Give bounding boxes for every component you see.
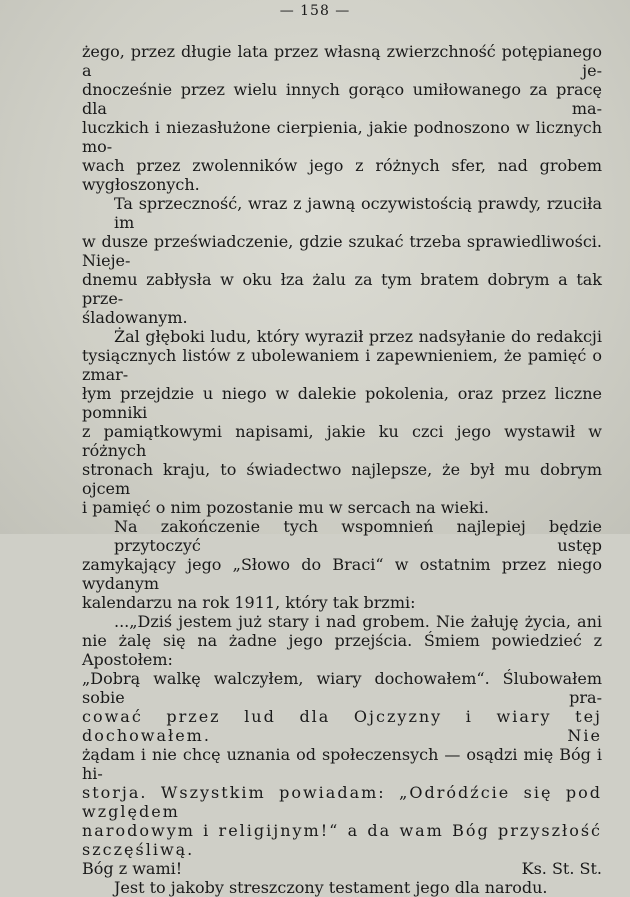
signature: Ks. St. St. <box>521 859 602 878</box>
text-line: żego, przez długie lata przez własną zwierzchność potępianego a je- <box>82 42 602 80</box>
text-line: z pamiątkowymi napisami, jakie ku czci jego wystawił w różnych <box>82 422 602 460</box>
text-line: Ta sprzeczność, wraz z jawną oczywistością prawdy, rzuciła im <box>114 194 602 232</box>
text-line: tysiącznych listów z ubolewaniem i zapewnieniem, że pamięć o zmar- <box>82 346 602 384</box>
text-line: w dusze przeświadczenie, gdzie szukać trzeba sprawiedliwości. Nieje- <box>82 232 602 270</box>
text-line: stronach kraju, to świadectwo najlepsze, że był mu dobrym ojcem <box>82 460 602 498</box>
page-number: — 158 — <box>279 3 351 19</box>
text-line: wach przez zwolenników jego z różnych sfer, nad grobem wygłoszonych. <box>82 156 602 194</box>
text-line: dnemu zabłysła w oku łza żalu za tym bratem dobrym a tak prze- <box>82 270 602 308</box>
text-line: kalendarzu na rok 1911, który tak brzmi: <box>82 593 416 612</box>
text-line: nie żalę się na żadne jego przejścia. Śmiem powiedzieć z Apostołem: <box>82 631 602 669</box>
text-line: luczkich i niezasłużone cierpienia, jakie podnoszono w licznych mo- <box>82 118 602 156</box>
text-line: zamykający jego „Słowo do Braci“ w ostatnim przez niego wydanym <box>82 555 602 593</box>
text-line: żądam i nie chcę uznania od społeczensych — osądzi mię Bóg i hi- <box>82 745 602 783</box>
body-text <box>82 42 602 897</box>
text-line: cować przez lud dla Ojczyzny i wiary tej dochowałem. Nie <box>82 707 602 745</box>
text-line: storja. Wszystkim powiadam: „Odródźcie się pod względem <box>82 783 602 821</box>
text-line: i pamięć o nim pozostanie mu w sercach na wieki. <box>82 498 489 517</box>
text-line: ...„Dziś jestem już stary i nad grobem. Nie żałuję życia, ani <box>114 612 602 631</box>
text-line: Na zakończenie tych wspomnień najlepiej będzie przytoczyć ustęp <box>114 517 602 555</box>
text-line: Jest to jakoby streszczony testament jego dla narodu. <box>114 878 548 897</box>
text-line: śladowanym. <box>82 308 188 327</box>
text-line: dnocześnie przez wielu innych gorąco umiłowanego za pracę dla ma- <box>82 80 602 118</box>
text-line: Bóg z wami! Ks. St. St. <box>82 859 602 878</box>
text-line: narodowym i religijnym!“ a da wam Bóg przyszłość szczęśliwą. <box>82 821 602 859</box>
text-line: łym przejdzie u niego w dalekie pokolenia, oraz przez liczne pomniki <box>82 384 602 422</box>
text-line: „Dobrą walkę walczyłem, wiary dochowałem“. Ślubowałem sobie pra- <box>82 669 602 707</box>
text-line: Żal głęboki ludu, który wyraził przez nadsyłanie do redakcji <box>114 327 602 346</box>
